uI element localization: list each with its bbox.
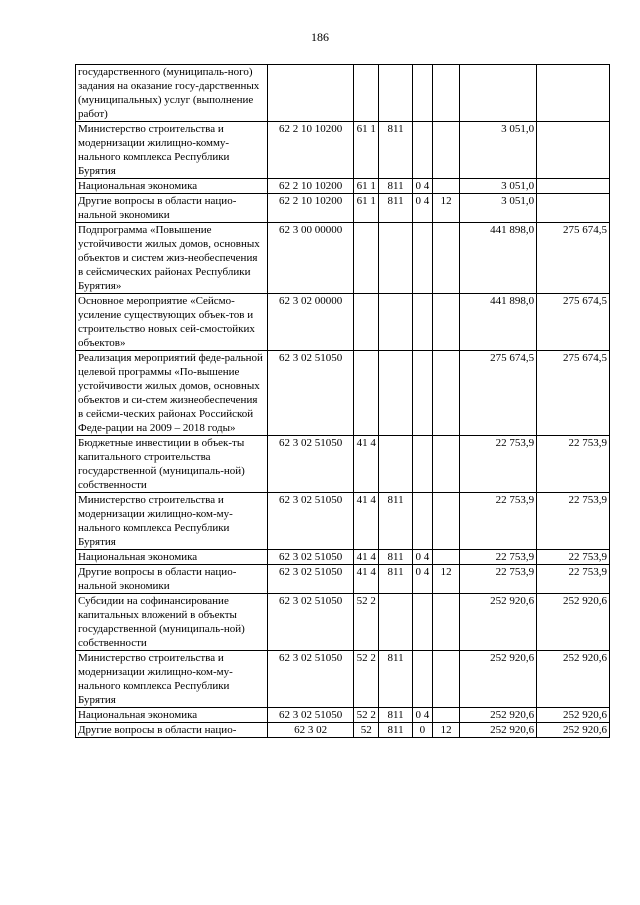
row-name: Другие вопросы в области нацио-	[76, 723, 268, 738]
table-row	[76, 436, 610, 493]
table-row	[76, 351, 610, 436]
amount-year-1: 252 920,6	[460, 651, 537, 708]
ministry-code	[379, 351, 412, 436]
target-article-code: 62 2 10 10200	[268, 179, 354, 194]
table-row	[76, 565, 610, 594]
amount-year-2: 252 920,6	[537, 594, 610, 651]
page-number: 186	[311, 30, 329, 44]
target-article-code: 62 2 10 10200	[268, 194, 354, 223]
target-article-code: 62 3 02	[268, 723, 354, 738]
row-name: Национальная экономика	[76, 550, 268, 565]
table-row	[76, 723, 610, 738]
amount-year-2: 252 920,6	[537, 651, 610, 708]
expense-type-code: 52	[354, 723, 379, 738]
ministry-code	[379, 223, 412, 294]
section-code	[412, 65, 432, 122]
subsection-code: 12	[432, 565, 459, 594]
section-code	[412, 651, 432, 708]
row-name: Подпрограмма «Повышение устойчивости жилых домов, основных объектов и систем жиз-необеспечения в сейсмических районах Республики Бурятия»	[76, 223, 268, 294]
ministry-code	[379, 294, 412, 351]
table-row	[76, 294, 610, 351]
amount-year-1	[460, 65, 537, 122]
amount-year-2	[537, 179, 610, 194]
row-name: Национальная экономика	[76, 179, 268, 194]
expense-type-code: 61 1	[354, 194, 379, 223]
ministry-code: 811	[379, 565, 412, 594]
expense-type-code	[354, 294, 379, 351]
table-row	[76, 493, 610, 550]
ministry-code: 811	[379, 708, 412, 723]
table-row	[76, 122, 610, 179]
section-code	[412, 122, 432, 179]
subsection-code	[432, 436, 459, 493]
section-code	[412, 493, 432, 550]
amount-year-1: 22 753,9	[460, 436, 537, 493]
subsection-code	[432, 493, 459, 550]
expense-type-code: 61 1	[354, 179, 379, 194]
amount-year-2	[537, 194, 610, 223]
target-article-code: 62 3 02 51050	[268, 550, 354, 565]
amount-year-1: 252 920,6	[460, 723, 537, 738]
section-code: 0 4	[412, 194, 432, 223]
row-name: Министерство строительства и модернизации жилищно-комму-нального комплекса Республики Бурятия	[76, 122, 268, 179]
amount-year-2	[537, 122, 610, 179]
expense-type-code: 41 4	[354, 550, 379, 565]
subsection-code: 12	[432, 194, 459, 223]
ministry-code: 811	[379, 651, 412, 708]
section-code: 0 4	[412, 565, 432, 594]
target-article-code	[268, 65, 354, 122]
target-article-code: 62 3 02 51050	[268, 436, 354, 493]
row-name: Министерство строительства и модернизации жилищно-ком-му-нального комплекса Республики Бурятия	[76, 493, 268, 550]
ministry-code	[379, 436, 412, 493]
expense-type-code: 52 2	[354, 594, 379, 651]
amount-year-1: 22 753,9	[460, 565, 537, 594]
budget-table	[75, 64, 610, 738]
row-name: государственного (муниципаль-ного) задания на оказание госу-дарственных (муниципальных) услуг (выполнение работ)	[76, 65, 268, 122]
row-name: Другие вопросы в области нацио-нальной экономики	[76, 194, 268, 223]
ministry-code: 811	[379, 493, 412, 550]
row-name: Бюджетные инвестиции в объек-ты капитального строительства государственной (муниципаль-ной) собственности	[76, 436, 268, 493]
target-article-code: 62 3 02 00000	[268, 294, 354, 351]
subsection-code	[432, 122, 459, 179]
amount-year-2: 275 674,5	[537, 294, 610, 351]
expense-type-code	[354, 351, 379, 436]
amount-year-1: 3 051,0	[460, 179, 537, 194]
ministry-code: 811	[379, 194, 412, 223]
ministry-code: 811	[379, 122, 412, 179]
row-name: Субсидии на софинансирование капитальных вложений в объекты государственной (муниципаль-ной) собственности	[76, 594, 268, 651]
target-article-code: 62 2 10 10200	[268, 122, 354, 179]
subsection-code	[432, 294, 459, 351]
section-code	[412, 223, 432, 294]
subsection-code	[432, 550, 459, 565]
amount-year-1: 252 920,6	[460, 708, 537, 723]
ministry-code	[379, 594, 412, 651]
section-code: 0 4	[412, 708, 432, 723]
target-article-code: 62 3 02 51050	[268, 351, 354, 436]
amount-year-2: 22 753,9	[537, 436, 610, 493]
amount-year-1: 275 674,5	[460, 351, 537, 436]
amount-year-1: 3 051,0	[460, 194, 537, 223]
target-article-code: 62 3 02 51050	[268, 594, 354, 651]
section-code: 0 4	[412, 179, 432, 194]
amount-year-1: 22 753,9	[460, 550, 537, 565]
target-article-code: 62 3 02 51050	[268, 708, 354, 723]
table-row	[76, 179, 610, 194]
expense-type-code: 52 2	[354, 708, 379, 723]
amount-year-1: 441 898,0	[460, 223, 537, 294]
subsection-code	[432, 651, 459, 708]
amount-year-1: 22 753,9	[460, 493, 537, 550]
amount-year-2: 22 753,9	[537, 493, 610, 550]
expense-type-code: 52 2	[354, 651, 379, 708]
expense-type-code: 61 1	[354, 122, 379, 179]
amount-year-2	[537, 65, 610, 122]
row-name: Реализация мероприятий феде-ральной целевой программы «По-вышение устойчивости жилых домов, основных объектов и си-стем жизнеобеспечения в сейсми-ческих районах Российской Феде-рации на 2009 – 2018 годы»	[76, 351, 268, 436]
section-code	[412, 294, 432, 351]
amount-year-1: 3 051,0	[460, 122, 537, 179]
expense-type-code	[354, 65, 379, 122]
expense-type-code: 41 4	[354, 436, 379, 493]
table-row	[76, 594, 610, 651]
section-code: 0	[412, 723, 432, 738]
section-code	[412, 594, 432, 651]
subsection-code	[432, 708, 459, 723]
section-code: 0 4	[412, 550, 432, 565]
table-row	[76, 65, 610, 122]
row-name: Министерство строительства и модернизации жилищно-ком-му-нального комплекса Республики Бурятия	[76, 651, 268, 708]
ministry-code: 811	[379, 550, 412, 565]
table-row	[76, 550, 610, 565]
amount-year-2: 275 674,5	[537, 223, 610, 294]
expense-type-code: 41 4	[354, 493, 379, 550]
table-row	[76, 651, 610, 708]
row-name: Национальная экономика	[76, 708, 268, 723]
amount-year-2: 22 753,9	[537, 550, 610, 565]
subsection-code	[432, 351, 459, 436]
target-article-code: 62 3 02 51050	[268, 565, 354, 594]
section-code	[412, 351, 432, 436]
table-row	[76, 194, 610, 223]
expense-type-code	[354, 223, 379, 294]
ministry-code: 811	[379, 723, 412, 738]
amount-year-2: 252 920,6	[537, 708, 610, 723]
target-article-code: 62 3 02 51050	[268, 651, 354, 708]
subsection-code	[432, 179, 459, 194]
amount-year-1: 441 898,0	[460, 294, 537, 351]
row-name: Другие вопросы в области нацио-нальной экономики	[76, 565, 268, 594]
subsection-code: 12	[432, 723, 459, 738]
target-article-code: 62 3 00 00000	[268, 223, 354, 294]
amount-year-2: 22 753,9	[537, 565, 610, 594]
ministry-code	[379, 65, 412, 122]
amount-year-1: 252 920,6	[460, 594, 537, 651]
subsection-code	[432, 594, 459, 651]
section-code	[412, 436, 432, 493]
subsection-code	[432, 223, 459, 294]
target-article-code: 62 3 02 51050	[268, 493, 354, 550]
amount-year-2: 252 920,6	[537, 723, 610, 738]
table-row	[76, 223, 610, 294]
expense-type-code: 41 4	[354, 565, 379, 594]
row-name: Основное мероприятие «Сейсмо-усиление существующих объек-тов и строительство новых сей-смостойких объектов»	[76, 294, 268, 351]
table-row	[76, 708, 610, 723]
subsection-code	[432, 65, 459, 122]
ministry-code: 811	[379, 179, 412, 194]
amount-year-2: 275 674,5	[537, 351, 610, 436]
